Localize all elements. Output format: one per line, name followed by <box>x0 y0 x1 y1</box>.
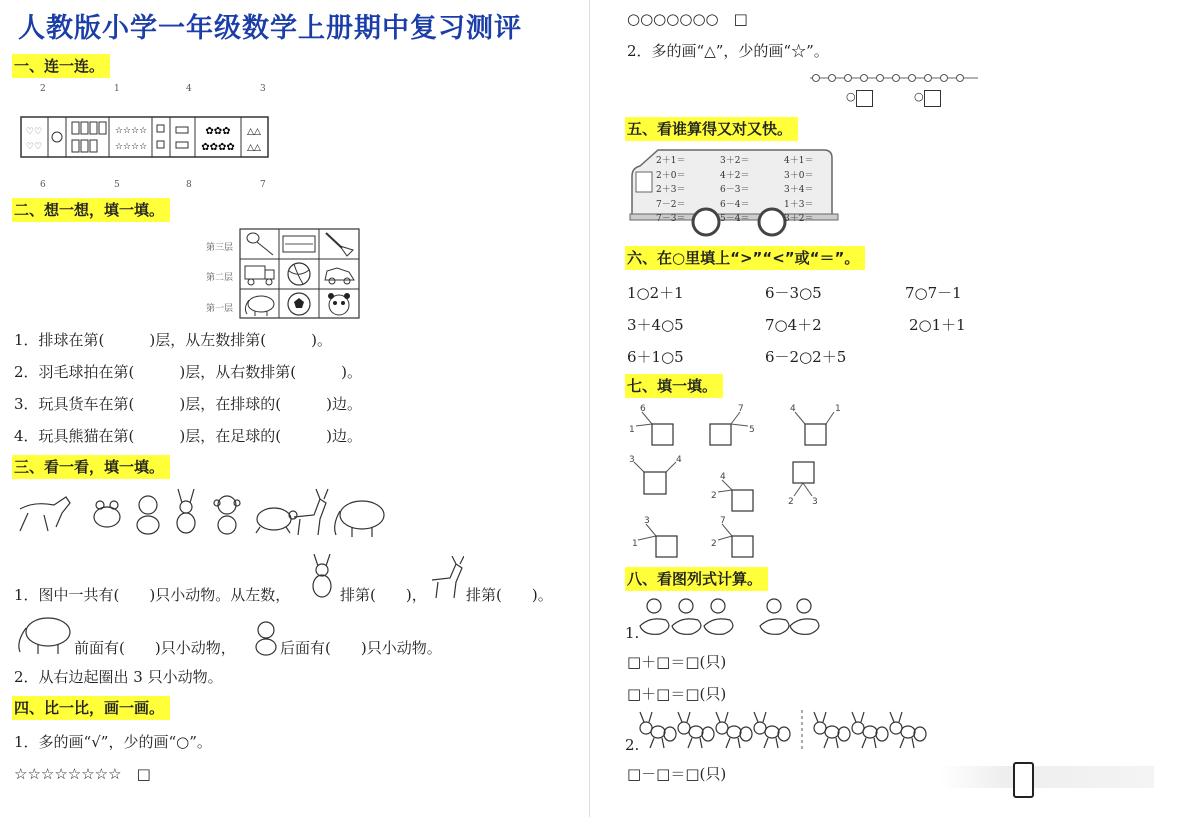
svg-text:♡♡: ♡♡ <box>25 127 43 137</box>
tree-number: 5 <box>749 425 755 435</box>
bead-string <box>808 70 980 86</box>
ant-icon <box>678 712 714 748</box>
match-number: 4 <box>186 84 192 94</box>
svg-text:△△: △△ <box>247 127 261 137</box>
expression: 3＋4＝ <box>784 185 814 195</box>
expression: 7－2＝ <box>656 199 686 210</box>
tree-number: 2 <box>711 539 717 549</box>
tree-number: 3 <box>629 455 635 465</box>
section-8-header: 八、看图列式计算。 <box>625 567 768 591</box>
match-number: 7 <box>260 180 266 190</box>
compare-item: 1○2＋1 <box>627 284 684 302</box>
question-line: 2．羽毛球拍在第( )层，从右数排第( )。 <box>14 363 362 381</box>
expression: 6－3＝ <box>720 185 750 195</box>
circle-row: ○○○○○○○ □ <box>627 10 748 28</box>
question-line: 1．图中一共有( )只小动物。从左数， <box>14 586 291 604</box>
ant-icon <box>852 712 888 748</box>
ant-icon <box>640 712 676 748</box>
watermark-bar <box>940 766 1154 788</box>
column-divider <box>589 0 590 817</box>
monkey-icon <box>214 496 240 534</box>
svg-text:✿✿✿✿: ✿✿✿✿ <box>201 142 235 153</box>
question-line: 2．从右边起圈出 3 只小动物。 <box>14 668 223 686</box>
animal-row <box>14 487 389 539</box>
svg-text:♡♡: ♡♡ <box>25 142 43 152</box>
number-split-trees <box>622 400 882 562</box>
svg-text:☆☆☆☆: ☆☆☆☆ <box>114 142 148 152</box>
question-line: 排第( )。 <box>466 586 553 604</box>
section-4-header: 四、比一比，画一画。 <box>12 696 170 720</box>
tree-number: 4 <box>790 404 796 414</box>
duck-icon <box>760 599 789 634</box>
frog-icon <box>94 501 120 527</box>
soccer-ball-icon <box>288 293 310 315</box>
goat-icon <box>430 556 464 600</box>
section-1-header: 一、连一连。 <box>12 54 110 78</box>
compare-item: 6＋1○5 <box>627 348 684 366</box>
question-number: 1. <box>625 624 640 642</box>
question-line: 后面有( )只小动物。 <box>280 639 442 657</box>
matching-picture-strip <box>20 116 270 158</box>
question-line: 3．玩具货车在第( )层，在排球的( )边。 <box>14 395 362 413</box>
logo-icon <box>1013 762 1034 798</box>
dog-icon <box>253 620 279 656</box>
tree-number: 4 <box>720 472 726 482</box>
compare-item: 6－3○5 <box>765 284 822 302</box>
question-line: 1．多的画“√”，少的画“○”。 <box>14 733 212 751</box>
ant-icon <box>890 712 926 748</box>
duck-icon <box>790 599 819 634</box>
expression: 2＋0＝ <box>656 170 686 181</box>
section-3-header: 三、看一看，填一填。 <box>12 455 170 479</box>
tree-number: 3 <box>644 516 650 526</box>
compare-item: 2○1＋1 <box>909 316 966 334</box>
svg-text:✿✿✿: ✿✿✿ <box>205 126 231 137</box>
tree-number: 2 <box>711 491 717 501</box>
page-title: 人教版小学一年级数学上册期中复习测评 <box>18 13 522 44</box>
section-2-header: 二、想一想，填一填。 <box>12 198 170 222</box>
expression: 3＋2＝ <box>784 214 814 224</box>
answer-mark: ○ <box>846 90 856 103</box>
match-number: 2 <box>40 84 46 94</box>
arithmetic-grid <box>656 154 836 227</box>
match-number: 5 <box>114 180 120 190</box>
volleyball-icon <box>288 263 310 285</box>
badminton-racket-icon <box>247 233 273 255</box>
rabbit-icon <box>308 554 338 600</box>
toy-shelf-grid <box>239 228 361 320</box>
match-number: 1 <box>114 84 120 94</box>
tree-number: 4 <box>676 455 682 465</box>
equation-line: □＋□＝□(只) <box>627 653 727 671</box>
expression: 2＋3＝ <box>656 185 686 195</box>
expression: 1＋3＝ <box>784 199 814 210</box>
tree-number: 7 <box>720 516 726 526</box>
tree-number: 1 <box>835 404 841 414</box>
ant-icon <box>754 712 790 748</box>
expression: 3＋2＝ <box>720 156 750 166</box>
elephant-icon <box>12 612 74 656</box>
question-line: 前面有( )只小动物， <box>74 639 236 657</box>
turtle-icon <box>256 508 297 533</box>
shelf-label: 第二层 <box>206 273 234 283</box>
match-number: 6 <box>40 180 46 190</box>
duck-icon <box>640 599 669 634</box>
dog-icon <box>137 496 159 534</box>
ant-icon <box>716 712 752 748</box>
expression: 4＋1＝ <box>784 156 814 166</box>
question-line: 1．排球在第( )层，从左数排第( )。 <box>14 331 332 349</box>
expression: 2＋1＝ <box>656 156 686 166</box>
tree-number: 2 <box>788 497 794 507</box>
compare-item: 7○4＋2 <box>765 316 822 334</box>
match-number: 8 <box>186 180 192 190</box>
section-5-header: 五、看谁算得又对又快。 <box>625 117 798 141</box>
goat-icon <box>294 489 328 535</box>
expression: 4＋2＝ <box>720 170 750 181</box>
compare-item: 6－2○2＋5 <box>765 348 847 366</box>
ant-icon <box>814 712 850 748</box>
question-line: 排第( )， <box>340 586 427 604</box>
panda-icon <box>328 293 350 315</box>
match-number: 3 <box>260 84 266 94</box>
shelf-label: 第一层 <box>206 304 234 314</box>
duck-icon <box>704 599 733 634</box>
question-number: 2. <box>625 736 640 754</box>
shovel-icon <box>326 233 353 256</box>
expression: 7－3＝ <box>656 214 686 224</box>
toy-car-icon <box>325 268 354 284</box>
ducks-picture <box>636 594 832 640</box>
compare-item: 7○7－1 <box>905 284 962 302</box>
star-row: ☆☆☆☆☆☆☆☆ □ <box>14 765 151 783</box>
section-6-header: 六、在○里填上“>”“<”或“＝”。 <box>625 246 865 270</box>
equation-line: □＋□＝□(只) <box>627 685 727 703</box>
question-line: 4．玩具熊猫在第( )层，在足球的( )边。 <box>14 427 362 445</box>
tree-number: 1 <box>632 539 638 549</box>
toy-truck-icon <box>245 266 274 285</box>
equation-line: □－□＝□(只) <box>627 765 727 783</box>
expression: 3＋0＝ <box>784 170 814 181</box>
answer-mark: ○ <box>914 90 924 103</box>
tree-number: 1 <box>629 425 635 435</box>
horse-icon <box>20 497 70 531</box>
elephant-icon <box>335 501 384 537</box>
duck-icon <box>672 599 701 634</box>
shelf-label: 第三层 <box>206 243 234 253</box>
tree-number: 6 <box>640 404 646 414</box>
answer-box[interactable] <box>856 90 873 107</box>
elephant-icon <box>245 296 274 316</box>
tree-number: 7 <box>738 404 744 414</box>
rabbit-icon <box>177 489 195 533</box>
svg-text:△△: △△ <box>247 143 261 153</box>
compare-item: 3＋4○5 <box>627 316 684 334</box>
section-7-header: 七、填一填。 <box>625 374 723 398</box>
tree-number: 3 <box>812 497 818 507</box>
toy-box-icon <box>283 236 315 252</box>
question-line: 2．多的画“△”，少的画“☆”。 <box>627 42 829 60</box>
expression: 5－4＝ <box>720 214 750 224</box>
ants-picture <box>636 708 938 752</box>
answer-box[interactable] <box>924 90 941 107</box>
svg-text:☆☆☆☆: ☆☆☆☆ <box>114 126 148 136</box>
expression: 6－4＝ <box>720 199 750 210</box>
